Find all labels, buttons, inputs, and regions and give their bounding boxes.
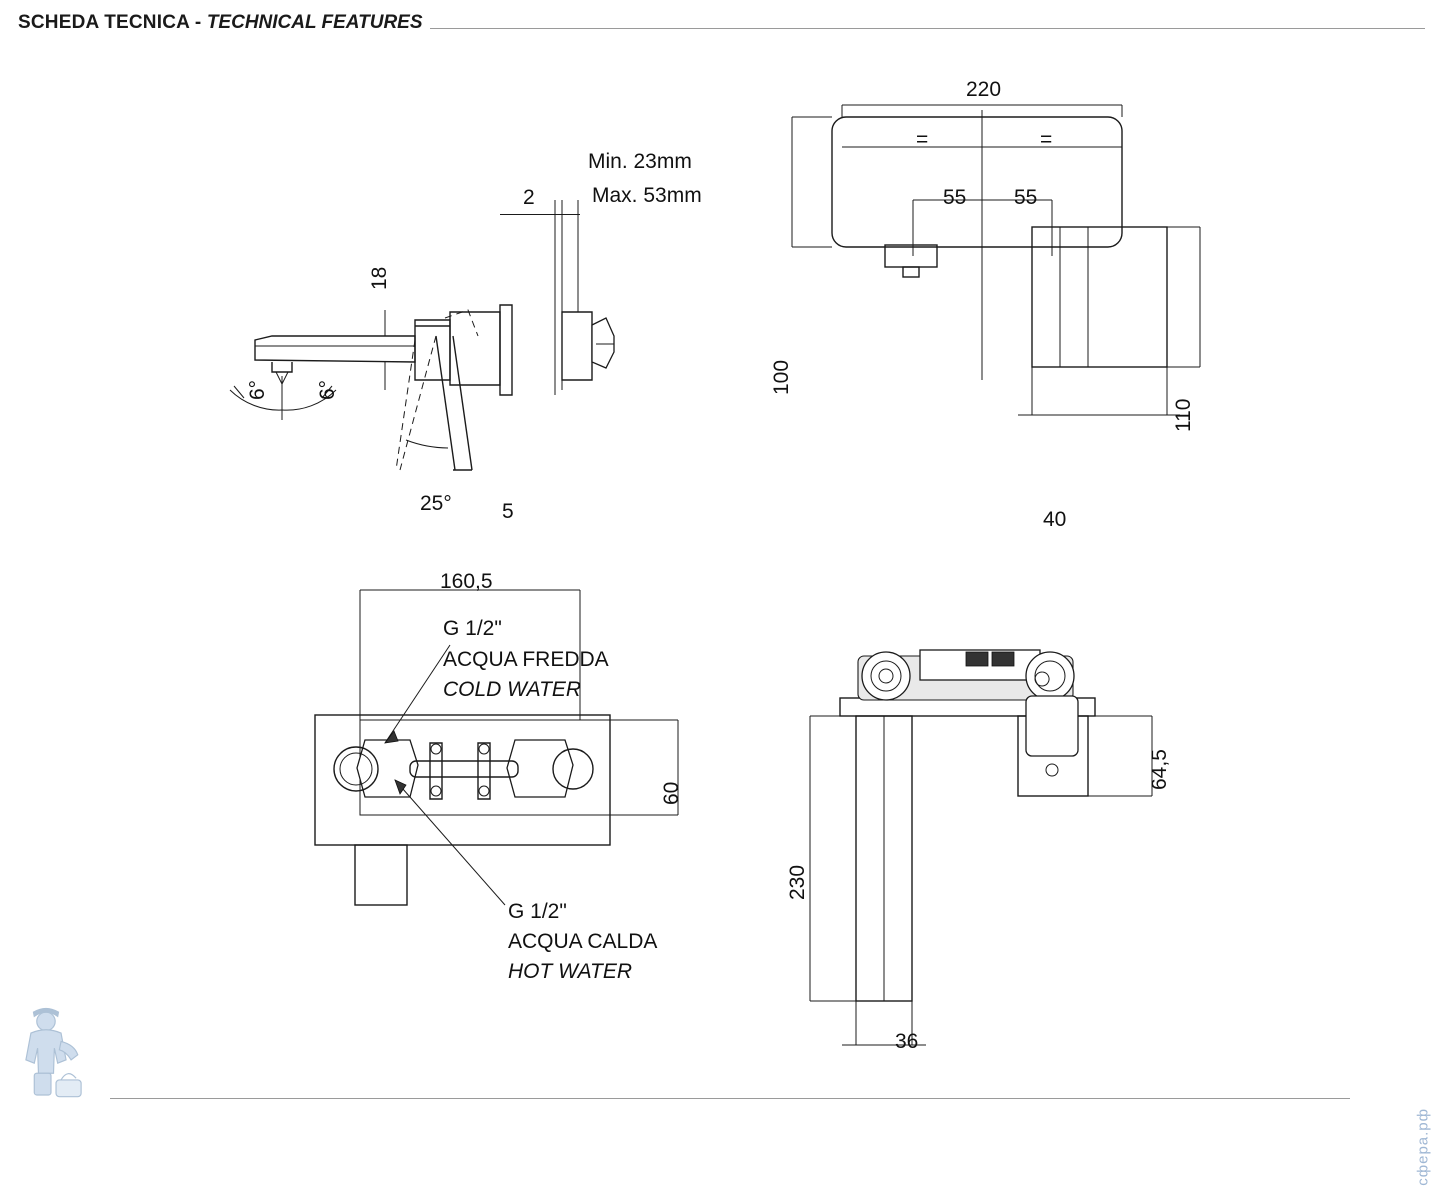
page-header bbox=[0, 0, 1438, 48]
page-title bbox=[18, 12, 423, 34]
label-half-left-55: 55 bbox=[943, 186, 967, 209]
plumber-icon bbox=[8, 1008, 94, 1100]
label-cold-thread: G 1/2" bbox=[443, 617, 502, 640]
label-cold-italian: ACQUA FREDDA bbox=[443, 648, 609, 671]
label-spout-height-110: 110 bbox=[1172, 398, 1195, 432]
label-plan-width-160-5: 160,5 bbox=[440, 570, 493, 593]
label-plan-depth-60: 60 bbox=[660, 781, 683, 805]
page-title-main: SCHEDA TECNICA - bbox=[18, 12, 207, 33]
label-hot-english: HOT WATER bbox=[508, 960, 633, 983]
label-plate-height-100: 100 bbox=[770, 359, 793, 395]
label-max-53mm: Max. 53mm bbox=[592, 184, 702, 207]
label-rough-offset-64-5: 64,5 bbox=[1148, 749, 1171, 790]
label-pipe-width-36: 36 bbox=[895, 1030, 919, 1053]
label-width-220: 220 bbox=[966, 78, 1002, 101]
label-hot-thread: G 1/2" bbox=[508, 900, 567, 923]
label-depth-5: 5 bbox=[502, 500, 514, 523]
page-title-sub: TECHNICAL FEATURES bbox=[206, 12, 423, 33]
label-hot-italian: ACQUA CALDA bbox=[508, 930, 658, 953]
label-angle-right-6: 6° bbox=[316, 379, 339, 400]
label-half-right-55: 55 bbox=[1014, 186, 1038, 209]
label-equal-right: = bbox=[1040, 128, 1053, 151]
header-divider bbox=[430, 28, 1425, 29]
label-height-18: 18 bbox=[368, 266, 391, 290]
label-thickness-2: 2 bbox=[523, 186, 535, 209]
label-angle-25: 25° bbox=[420, 492, 452, 515]
label-angle-left-6: 6° bbox=[246, 379, 269, 400]
footer-divider bbox=[110, 1098, 1350, 1099]
watermark-text: сфера.рф bbox=[1415, 1108, 1432, 1186]
label-rough-length-230: 230 bbox=[786, 864, 809, 900]
label-min-23mm: Min. 23mm bbox=[588, 150, 692, 173]
label-cold-english: COLD WATER bbox=[443, 678, 582, 701]
label-equal-left: = bbox=[916, 128, 929, 151]
label-spout-width-40: 40 bbox=[1043, 508, 1067, 531]
